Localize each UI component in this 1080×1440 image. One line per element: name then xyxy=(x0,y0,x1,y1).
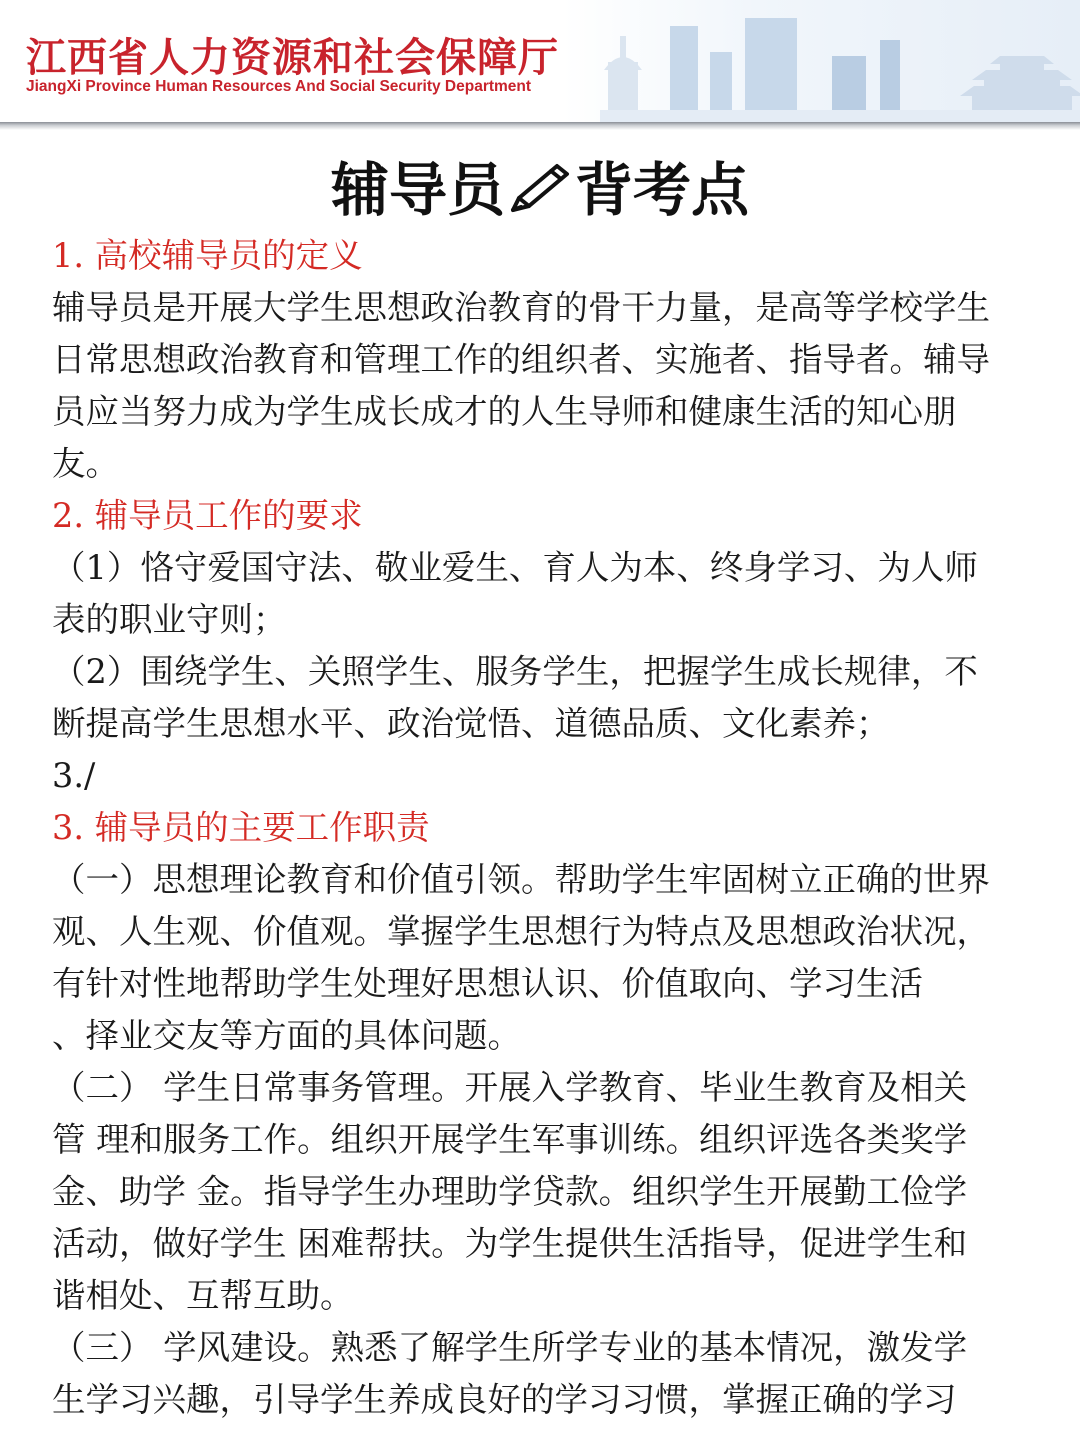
paragraph-line: 管 理和服务工作。组织开展学生军事训练。组织评选各类奖学 xyxy=(52,1120,968,1159)
paragraph-line: 表的职业守则； xyxy=(52,600,287,639)
paragraph-line: 友。 xyxy=(52,444,119,483)
paragraph-line: 生学习兴趣，引导学生养成良好的学习习惯，掌握正确的学习 xyxy=(52,1380,957,1419)
page-title xyxy=(0,150,1080,230)
paragraph-line: 员应当努力成为学生成长成才的人生导师和健康生活的知心朋 xyxy=(52,392,957,431)
title-right: 背考点 xyxy=(575,156,750,224)
banner-divider xyxy=(0,122,1080,130)
org-name-cn: 江西省人力资源和社会保障厅 xyxy=(26,35,559,81)
paragraph-line: （三） 学风建设。熟悉了解学生所学专业的基本情况，激发学 xyxy=(52,1328,968,1367)
city-skyline-illustration xyxy=(600,0,1080,122)
paragraph-line: （二） 学生日常事务管理。开展入学教育、毕业生教育及相关 xyxy=(52,1068,968,1107)
paragraph-line: 、择业交友等方面的具体问题。 xyxy=(52,1016,521,1055)
paragraph-line: （2）围绕学生、关照学生、服务学生，把握学生成长规律，不 xyxy=(52,652,978,691)
title-left: 辅导员 xyxy=(330,156,505,224)
header-banner xyxy=(0,0,1080,122)
section-heading: 2. 辅导员工作的要求 xyxy=(52,496,363,535)
paragraph-line: 日常思想政治教育和管理工作的组织者、实施者、指导者。辅导 xyxy=(52,340,990,379)
paragraph-line: 辅导员是开展大学生思想政治教育的骨干力量，是高等学校学生 xyxy=(52,288,990,327)
org-name-en: JiangXi Province Human Resources And Social Security Department xyxy=(26,78,532,95)
paragraph-line: （1）恪守爱国守法、敬业爱生、育人为本、终身学习、为人师 xyxy=(52,548,978,587)
paragraph-line: 3./ xyxy=(52,756,96,795)
article-body xyxy=(52,230,1042,1426)
paragraph-line: 观、人生观、价值观。掌握学生思想行为特点及思想政治状况， xyxy=(52,912,990,951)
pen-icon xyxy=(507,160,573,216)
paragraph-line: 断提高学生思想水平、政治觉悟、道德品质、文化素养； xyxy=(52,704,890,743)
paragraph-line: （一）思想理论教育和价值引领。帮助学生牢固树立正确的世界 xyxy=(52,860,990,899)
paragraph-line: 金、助学 金。指导学生办理助学贷款。组织学生开展勤工俭学 xyxy=(52,1172,968,1211)
section-heading: 1. 高校辅导员的定义 xyxy=(52,236,363,275)
paragraph-line: 有针对性地帮助学生处理好思想认识、价值取向、学习生活 xyxy=(52,964,923,1003)
paragraph-line: 谐相处、互帮互助。 xyxy=(52,1276,354,1315)
section-heading: 3. 辅导员的主要工作职责 xyxy=(52,808,430,847)
paragraph-line: 活动，做好学生 困难帮扶。为学生提供生活指导，促进学生和 xyxy=(52,1224,968,1263)
